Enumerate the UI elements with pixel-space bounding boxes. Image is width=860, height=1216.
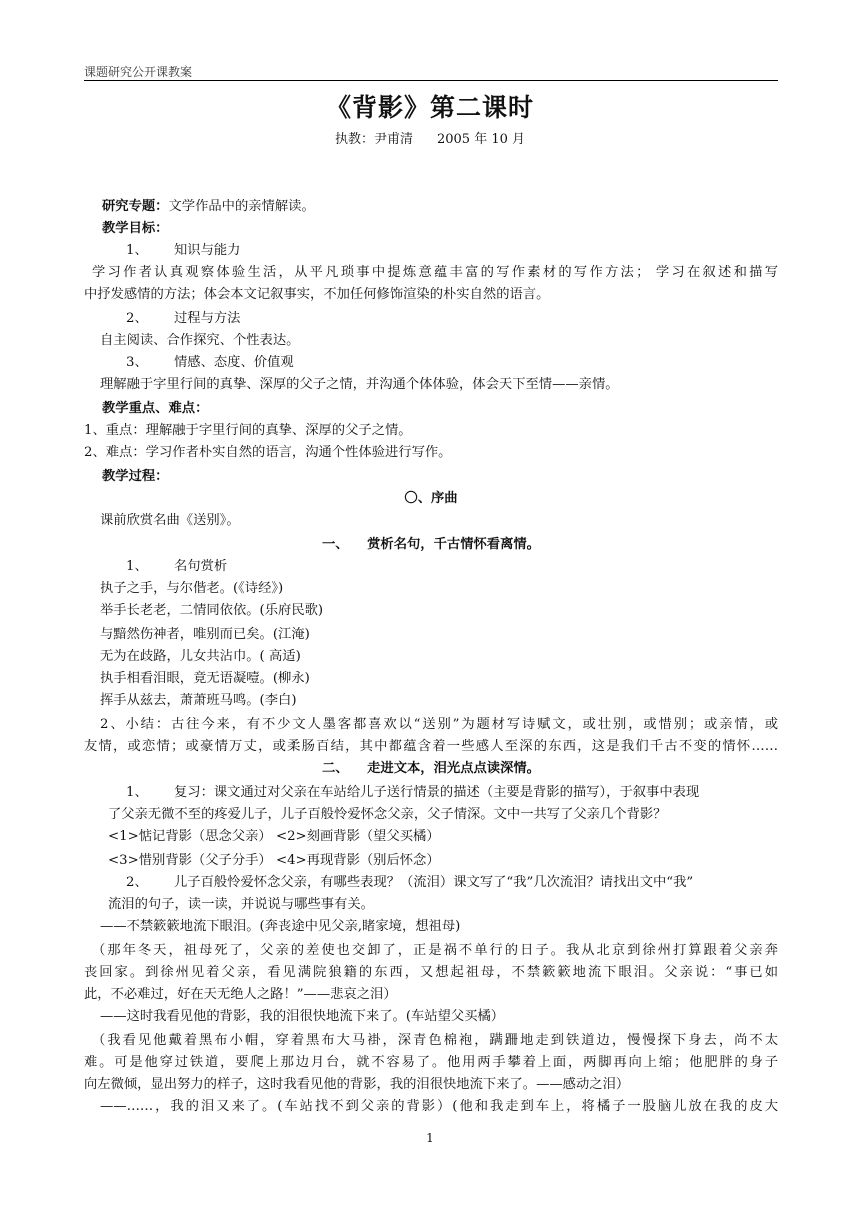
byline [0,128,860,147]
goal-3-text: 理解融于字里行间的真挚、深厚的父子之情，并沟通个体体验，体会天下至情——亲情。 [100,377,619,392]
goals-label: 教学目标： [102,221,169,236]
section-0-text: 课前欣赏名曲《送别》。 [100,513,240,528]
question-text-1: 儿子百般怜爱怀念父亲，有哪些表现？（流泪）课文写了“我”几次流泪？请找出文中“我” [174,875,694,890]
teacher: 执教：尹甫清 [334,132,413,147]
section-1-sub-num: 1、 [126,559,148,574]
section-0-heading: 〇、序曲 [404,491,458,506]
goal-1-num: 1、 [126,243,148,258]
research-topic-label: 研究专题： [102,199,169,214]
keypoints-label: 教学重点、难点： [102,401,209,416]
backs-line-2: <3>惜别背影（父子分手） <4>再现背影（别后怀念） [108,853,440,868]
process-label: 教学过程： [102,469,169,484]
goal-2-text: 自主阅读、合作探究、个性表达。 [100,333,300,348]
review-text-1: 复习：课文通过对父亲在车站给儿子送行情景的描述（主要是背影的描写），于叙事中表现 [174,785,700,800]
research-topic [102,196,315,218]
keypoint-1: 1、重点：理解融于字里行间的真挚、深厚的父子之情。 [84,423,412,438]
quote-3: 与黯然伤神者，唯别而已矣。(江淹) [100,627,310,642]
goal-3-num: 3、 [126,355,148,370]
section-1-sub-heading [126,556,227,578]
backs-line-1: <1>惦记背影（思念父亲） <2>刻画背影（望父买橘） [108,829,440,844]
section-1-heading: 一、 赏析名句，千古情怀看离情。 [322,537,540,552]
header-rule [84,80,778,81]
summary-line-2: 友情，或恋情；或豪情万丈，或柔肠百结，其中都蕴含着一些感人至深的东西，这是我们千古不变的情怀…… [84,739,778,754]
goal-3-title: 情感、态度、价值观 [174,355,294,370]
summary-line-1: 2、小结：古往今来，有不少文人墨客都喜欢以“送别”为题材写诗赋文，或壮别，或惜别；或亲情，或 [100,717,778,732]
goal-1-title: 知识与能力 [174,243,241,258]
quote-1: 执子之手，与尔偕老。(《诗经》) [100,581,284,596]
research-topic-text: 文学作品中的亲情解读。 [168,199,315,214]
question-line-2: 流泪的句子，读一读，并说说与哪些事有关。 [108,897,374,912]
goal-2-title: 过程与方法 [174,311,241,326]
document-title: 《背影》第二课时 [325,93,534,122]
quote-4: 无为在歧路，儿女共沾巾。( 高适) [100,649,301,664]
goal-1-text-1: 学习作者认真观察体验生活，从平凡琐事中提炼意蕴丰富的写作素材的写作方法； 学习在叙述和描写 [92,265,778,280]
keypoint-2: 2、难点：学习作者朴实自然的语言，沟通个性体验进行写作。 [84,445,452,460]
tears-1-quote-1: （那年冬天，祖母死了，父亲的差使也交卸了，正是祸不单行的日子。我从北京到徐州打算跟着父亲奔 [92,943,778,958]
question-num: 2、 [126,875,148,890]
review-line-1 [126,782,699,804]
quote-2: 举手长老老，二情同依依。(乐府民歌) [100,603,324,618]
date: 2005 年 10 月 [436,132,526,147]
quote-5: 执手相看泪眼，竟无语凝噎。(柳永) [100,671,310,686]
section-2-heading: 二、 走进文本，泪光点点读深情。 [322,761,540,776]
tears-3: ——……，我的泪又来了。(车站找不到父亲的背影）(他和我走到车上，将橘子一股脑儿放在我的皮大 [100,1099,778,1114]
quote-6: 挥手从兹去，萧萧班马鸣。(李白) [100,693,297,708]
goal-2-heading [126,308,240,330]
tears-2: ——这时我看见他的背影，我的泪很快地流下来了。(车站望父买橘） [100,1009,505,1024]
tears-1: ——不禁簌簌地流下眼泪。(奔丧途中见父亲,睹家境，想祖母) [100,919,461,934]
tears-1-quote-3: 此，不必难过，好在天无绝人之路！”——悲哀之泪） [84,987,397,1002]
question-line-1 [126,872,693,894]
goal-1-heading [126,240,240,262]
goal-2-num: 2、 [126,311,148,326]
running-header: 课题研究公开课教案 [84,65,193,79]
tears-2-quote-1: （我看见他戴着黑布小帽，穿着黑布大马褂，深青色棉袍，蹒跚地走到铁道边，慢慢探下身去，尚不太 [92,1033,778,1048]
goal-1-text-2: 中抒发感情的方法；体会本文记叙事实，不加任何修饰渲染的朴实自然的语言。 [84,287,550,302]
tears-1-quote-2: 丧回家。到徐州见着父亲，看见满院狼籍的东西，又想起祖母，不禁簌簌地流下眼泪。父亲说：“事已如 [84,965,778,980]
review-num: 1、 [126,785,148,800]
page-number: 1 [426,1131,434,1145]
tears-2-quote-2: 难。可是他穿过铁道，要爬上那边月台，就不容易了。他用两手攀着上面，两脚再向上缩；他肥胖的身子 [84,1055,778,1070]
review-line-2: 了父亲无微不至的疼爱儿子，儿子百般怜爱怀念父亲，父子情深。文中一共写了父亲几个背影？ [108,807,667,822]
goal-3-heading [126,352,294,374]
tears-2-quote-3: 向左微倾，显出努力的样子，这时我看见他的背影，我的泪很快地流下来了。——感动之泪） [84,1077,630,1092]
section-1-sub-title: 名句赏析 [174,559,228,574]
